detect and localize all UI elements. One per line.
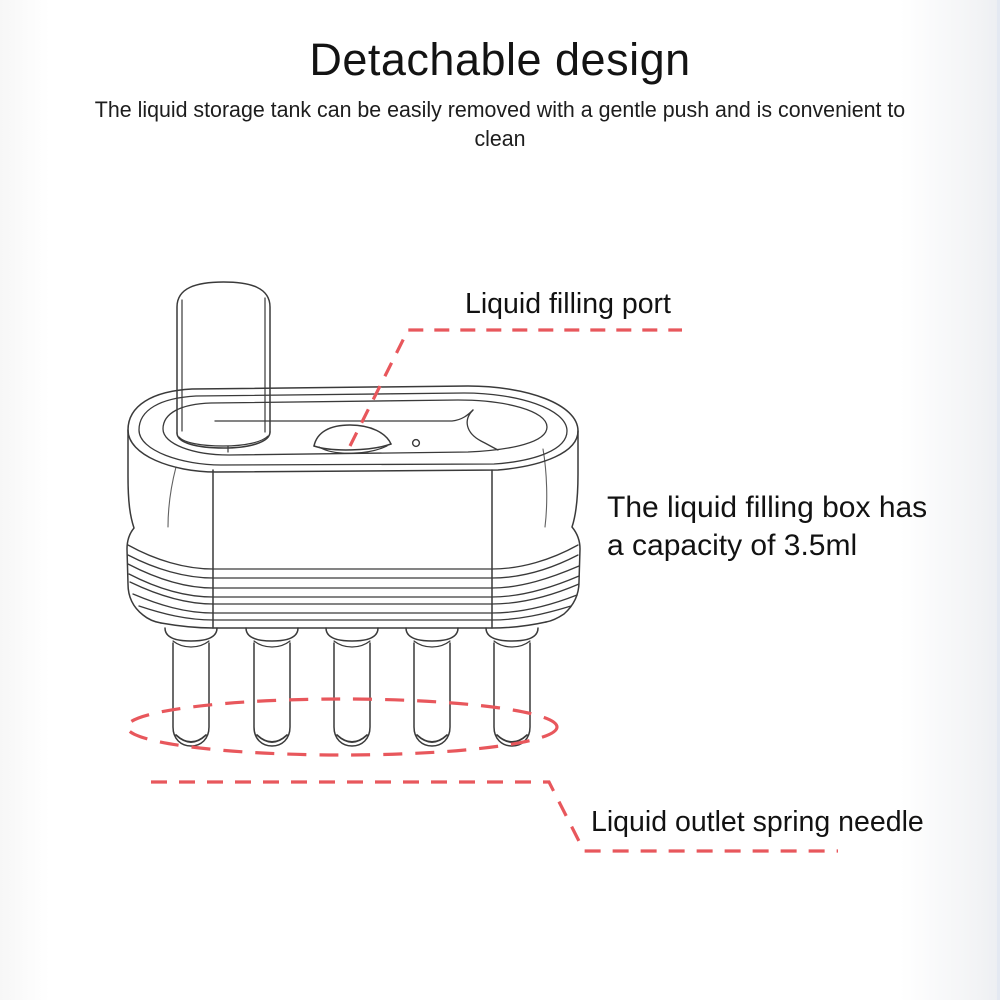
subtitle-line-1: The liquid storage tank can be easily removed with a gentle push and is convenient to — [94, 97, 906, 122]
filling-port-label: Liquid filling port — [465, 288, 671, 320]
page-title: Detachable design — [309, 34, 691, 85]
left-wall — [127, 430, 161, 623]
annotation-lines — [127, 330, 838, 851]
capacity-line-1: The liquid filling box has — [607, 491, 928, 524]
recess-pocket-curve — [467, 410, 498, 450]
spring-needle — [406, 628, 458, 746]
spring-needle — [246, 628, 298, 746]
bottom-edge — [161, 622, 546, 628]
top-outer-rim — [128, 386, 578, 472]
liquid-tank-tube — [177, 282, 270, 452]
indicator-dot — [413, 440, 420, 447]
subtitle-line-2: clean — [474, 125, 526, 151]
left-corner-contour — [168, 467, 176, 527]
right-wall — [546, 431, 580, 622]
capacity-line-2: a capacity of 3.5ml — [607, 529, 858, 562]
top-recess — [163, 400, 547, 455]
rib-bands — [128, 545, 579, 620]
filling-port-leader-line — [350, 330, 682, 446]
spring-needles — [165, 628, 538, 746]
recess-floor-line — [215, 410, 473, 421]
spring-needle — [165, 628, 217, 746]
device-body — [127, 282, 580, 746]
outlet-needle-label: Liquid outlet spring needle — [591, 806, 924, 838]
spring-needle — [486, 628, 538, 746]
capacity-note — [607, 489, 927, 565]
spring-needle — [326, 628, 378, 746]
